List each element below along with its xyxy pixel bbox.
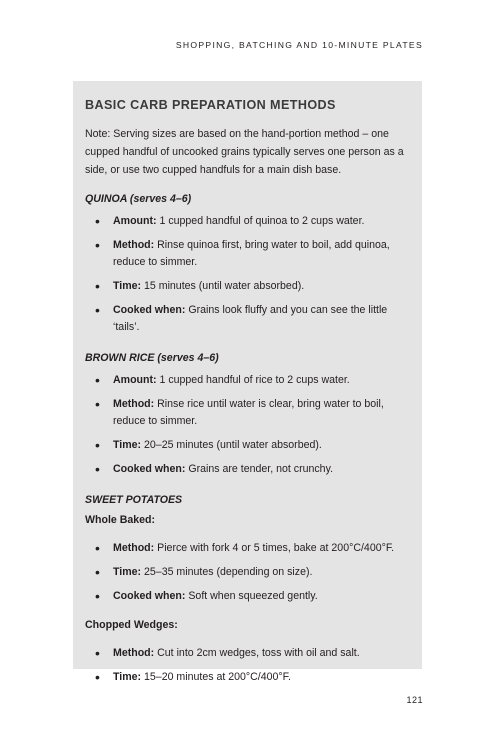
bullet: • bbox=[95, 372, 100, 388]
list-item bbox=[85, 278, 411, 295]
list-item bbox=[85, 237, 411, 271]
bullet: • bbox=[95, 278, 100, 294]
bullet: • bbox=[95, 540, 100, 556]
list-item bbox=[85, 588, 411, 605]
item-label: Method: bbox=[113, 647, 155, 659]
quinoa-list bbox=[85, 213, 411, 336]
item-text: Grains look fluffy and you can see the little ‘tails’. bbox=[113, 304, 388, 333]
section-heading-brown-rice: BROWN RICE (serves 4–6) bbox=[85, 352, 219, 364]
item-text: Soft when squeezed gently. bbox=[188, 590, 318, 602]
list-item bbox=[85, 396, 411, 430]
whole-baked-list bbox=[85, 540, 411, 605]
bullet: • bbox=[95, 564, 100, 580]
item-label: Cooked when: bbox=[113, 590, 186, 602]
item-text: Pierce with fork 4 or 5 times, bake at 200°C/400°F. bbox=[157, 542, 395, 554]
item-label: Method: bbox=[113, 239, 155, 251]
item-label: Method: bbox=[113, 542, 155, 554]
list-item bbox=[85, 461, 411, 478]
page-number: 121 bbox=[406, 695, 423, 705]
list-item bbox=[85, 372, 411, 389]
item-text: Rinse quinoa first, bring water to boil, add quinoa, reduce to simmer. bbox=[113, 239, 390, 268]
box-title: BASIC CARB PREPARATION METHODS bbox=[85, 98, 336, 112]
bullet: • bbox=[95, 461, 100, 477]
bullet: • bbox=[95, 588, 100, 604]
info-box bbox=[73, 81, 422, 685]
bullet: • bbox=[95, 237, 100, 253]
section-heading-quinoa: QUINOA (serves 4–6) bbox=[85, 193, 192, 205]
item-label: Time: bbox=[113, 439, 142, 451]
bullet: • bbox=[95, 437, 100, 453]
bullet: • bbox=[95, 669, 100, 685]
item-text: Rinse rice until water is clear, bring water to boil, reduce to simmer. bbox=[113, 398, 384, 427]
bullet: • bbox=[95, 213, 100, 229]
item-text: 15 minutes (until water absorbed). bbox=[144, 280, 305, 292]
item-text: 25–35 minutes (depending on size). bbox=[144, 566, 313, 578]
bullet: • bbox=[95, 645, 100, 661]
item-text: Cut into 2cm wedges, toss with oil and salt. bbox=[157, 647, 360, 659]
section-heading-sweet-potatoes: SWEET POTATOES bbox=[85, 494, 183, 506]
subsection-heading-chopped-wedges: Chopped Wedges: bbox=[85, 619, 178, 631]
chopped-wedges-list bbox=[85, 645, 411, 686]
bullet: • bbox=[95, 302, 100, 318]
item-label: Amount: bbox=[113, 215, 157, 227]
item-label: Cooked when: bbox=[113, 463, 186, 475]
item-text: 20–25 minutes (until water absorbed). bbox=[144, 439, 322, 451]
list-item bbox=[85, 645, 411, 662]
bullet: • bbox=[95, 396, 100, 412]
list-item bbox=[85, 213, 411, 230]
list-item bbox=[85, 669, 411, 686]
list-item bbox=[85, 564, 411, 581]
item-label: Amount: bbox=[113, 374, 157, 386]
list-item bbox=[85, 437, 411, 454]
note-paragraph: Note: Serving sizes are based on the hand-portion method – one cupped handful of uncooked grains typically serves one person as a side, or use two cupped handfuls for a main dish base. bbox=[85, 128, 404, 176]
item-text: Grains are tender, not crunchy. bbox=[188, 463, 334, 475]
item-text: 1 cupped handful of rice to 2 cups water. bbox=[159, 374, 350, 386]
item-label: Method: bbox=[113, 398, 155, 410]
item-text: 15–20 minutes at 200°C/400°F. bbox=[144, 671, 291, 683]
item-label: Cooked when: bbox=[113, 304, 186, 316]
list-item bbox=[85, 302, 411, 336]
item-label: Time: bbox=[113, 671, 142, 683]
subsection-heading-whole-baked: Whole Baked: bbox=[85, 514, 156, 526]
item-text: 1 cupped handful of quinoa to 2 cups water. bbox=[159, 215, 365, 227]
item-label: Time: bbox=[113, 566, 142, 578]
item-label: Time: bbox=[113, 280, 142, 292]
running-head: SHOPPING, BATCHING AND 10-MINUTE PLATES bbox=[175, 40, 423, 50]
brown-rice-list bbox=[85, 372, 411, 478]
list-item bbox=[85, 540, 411, 557]
